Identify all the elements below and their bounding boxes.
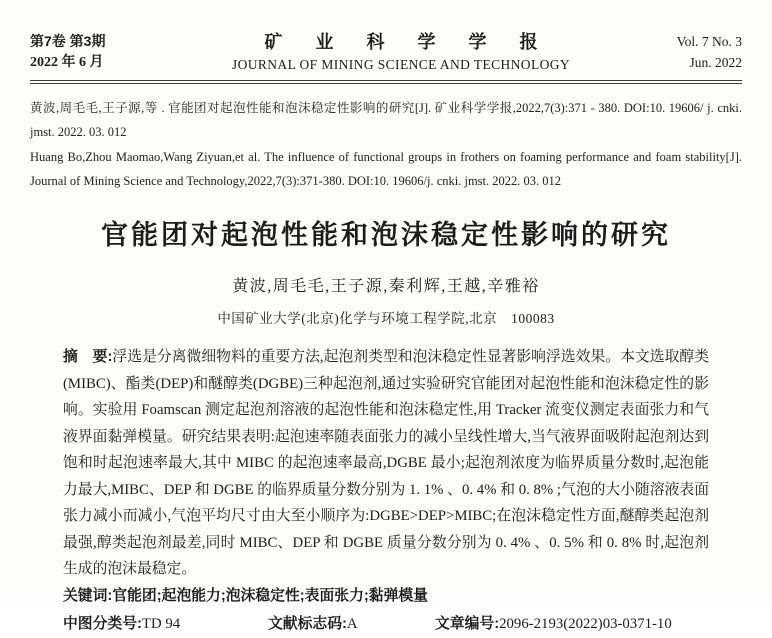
header-divider xyxy=(30,80,742,84)
journal-name-block xyxy=(180,28,622,73)
issue-date-en: Jun. 2022 xyxy=(689,55,742,70)
article-id-label: 文章编号: xyxy=(435,615,500,632)
citation-english: Huang Bo,Zhou Maomao,Wang Ziyuan,et al. The influence of functional groups in frothers on foaming performance and foam stability[J]. Journal of Mining Science and Technology,2022,7(3):371-380. DOI:10. 19606/j. cnki. jmst. 2022. 03. 012 xyxy=(30,150,742,188)
doc-code-value: A xyxy=(346,615,358,632)
issue-volume-cn: 第7卷 第3期 xyxy=(30,33,106,49)
abstract-label: 摘 要: xyxy=(63,349,113,365)
clc-label: 中图分类号: xyxy=(63,615,142,632)
keywords-line xyxy=(63,583,709,610)
journal-name-en: JOURNAL OF MINING SCIENCE AND TECHNOLOGY xyxy=(231,57,571,72)
article-title: 官能团对起泡性能和泡沫稳定性影响的研究 xyxy=(101,220,671,250)
journal-header xyxy=(30,28,742,73)
author-list: 黄波,周毛毛,王子源,秦利辉,王越,辛雅裕 xyxy=(232,278,540,295)
keywords-label: 关键词: xyxy=(63,587,113,604)
doc-code-label: 文献标志码: xyxy=(268,615,347,632)
article-number xyxy=(435,611,672,638)
issue-info-cn xyxy=(30,31,180,73)
issue-date-cn: 2022 年 6 月 xyxy=(30,55,104,70)
abstract-text: 浮选是分离微细物料的重要方法,起泡剂类型和泡沫稳定性显著影响浮选效果。本文选取醇类(MIBC)、酯类(DEP)和醚醇类(DGBE)三种起泡剂,通过实验研究官能团对起泡性能和泡沫稳定性的影响。实验用 Foamscan 测定起泡剂溶液的起泡性能和泡沫稳定性,用 Tracker 流变仪测定表面张力和气液界面黏弹模量。研究结果表明:起泡速率随表面张力的减小呈线性增大,当气液界面吸附起泡剂达到饱和时起泡速率最大,其中 MIBC 的起泡速率最高,DGBE 最小;起泡剂浓度为临界质量分数时,起泡能力最大,MIBC、DEP 和 DGBE 的临界质量分数分别为 1. 1% 、0. 4% 和 0. 8% ;气泡的大小随溶液表面张力减小而减小,气泡平均尺寸由大至小顺序为:DGBE>DEP>MIBC;在泡沫稳定性方面,醚醇类起泡剂最强,醇类起泡剂最差,同时 MIBC、DEP 和 DGBE 质量分数分别为 0. 4% 、0. 5% 和 0. 8% 时,起泡剂生成的泡沫最稳定。 xyxy=(63,349,710,577)
article-id-value: 2096-2193(2022)03-0371-10 xyxy=(499,615,672,632)
citation-chinese: 黄波,周毛毛,王子源,等 . 官能团对起泡性能和泡沫稳定性影响的研究[J]. 矿业科学学报,2022,7(3):371 - 380. DOI:10. 19606/ j. cnki. jmst. 2022. 03. 012 xyxy=(30,101,742,139)
journal-name-cn: 矿 业 科 学 学 报 xyxy=(264,32,552,52)
issue-volume-en: Vol. 7 No. 3 xyxy=(676,34,742,49)
clc-number xyxy=(63,611,268,638)
affiliation: 中国矿业大学(北京)化学与环境工程学院,北京 100083 xyxy=(217,311,555,326)
document-code xyxy=(268,611,435,638)
keywords-text: 官能团;起泡能力;泡沫稳定性;表面张力;黏弹模量 xyxy=(112,587,428,604)
classification-line xyxy=(63,611,709,638)
citation-block xyxy=(30,96,742,193)
abstract-paragraph xyxy=(63,344,709,583)
issue-info-en xyxy=(622,31,742,73)
clc-value: TD 94 xyxy=(141,615,181,632)
